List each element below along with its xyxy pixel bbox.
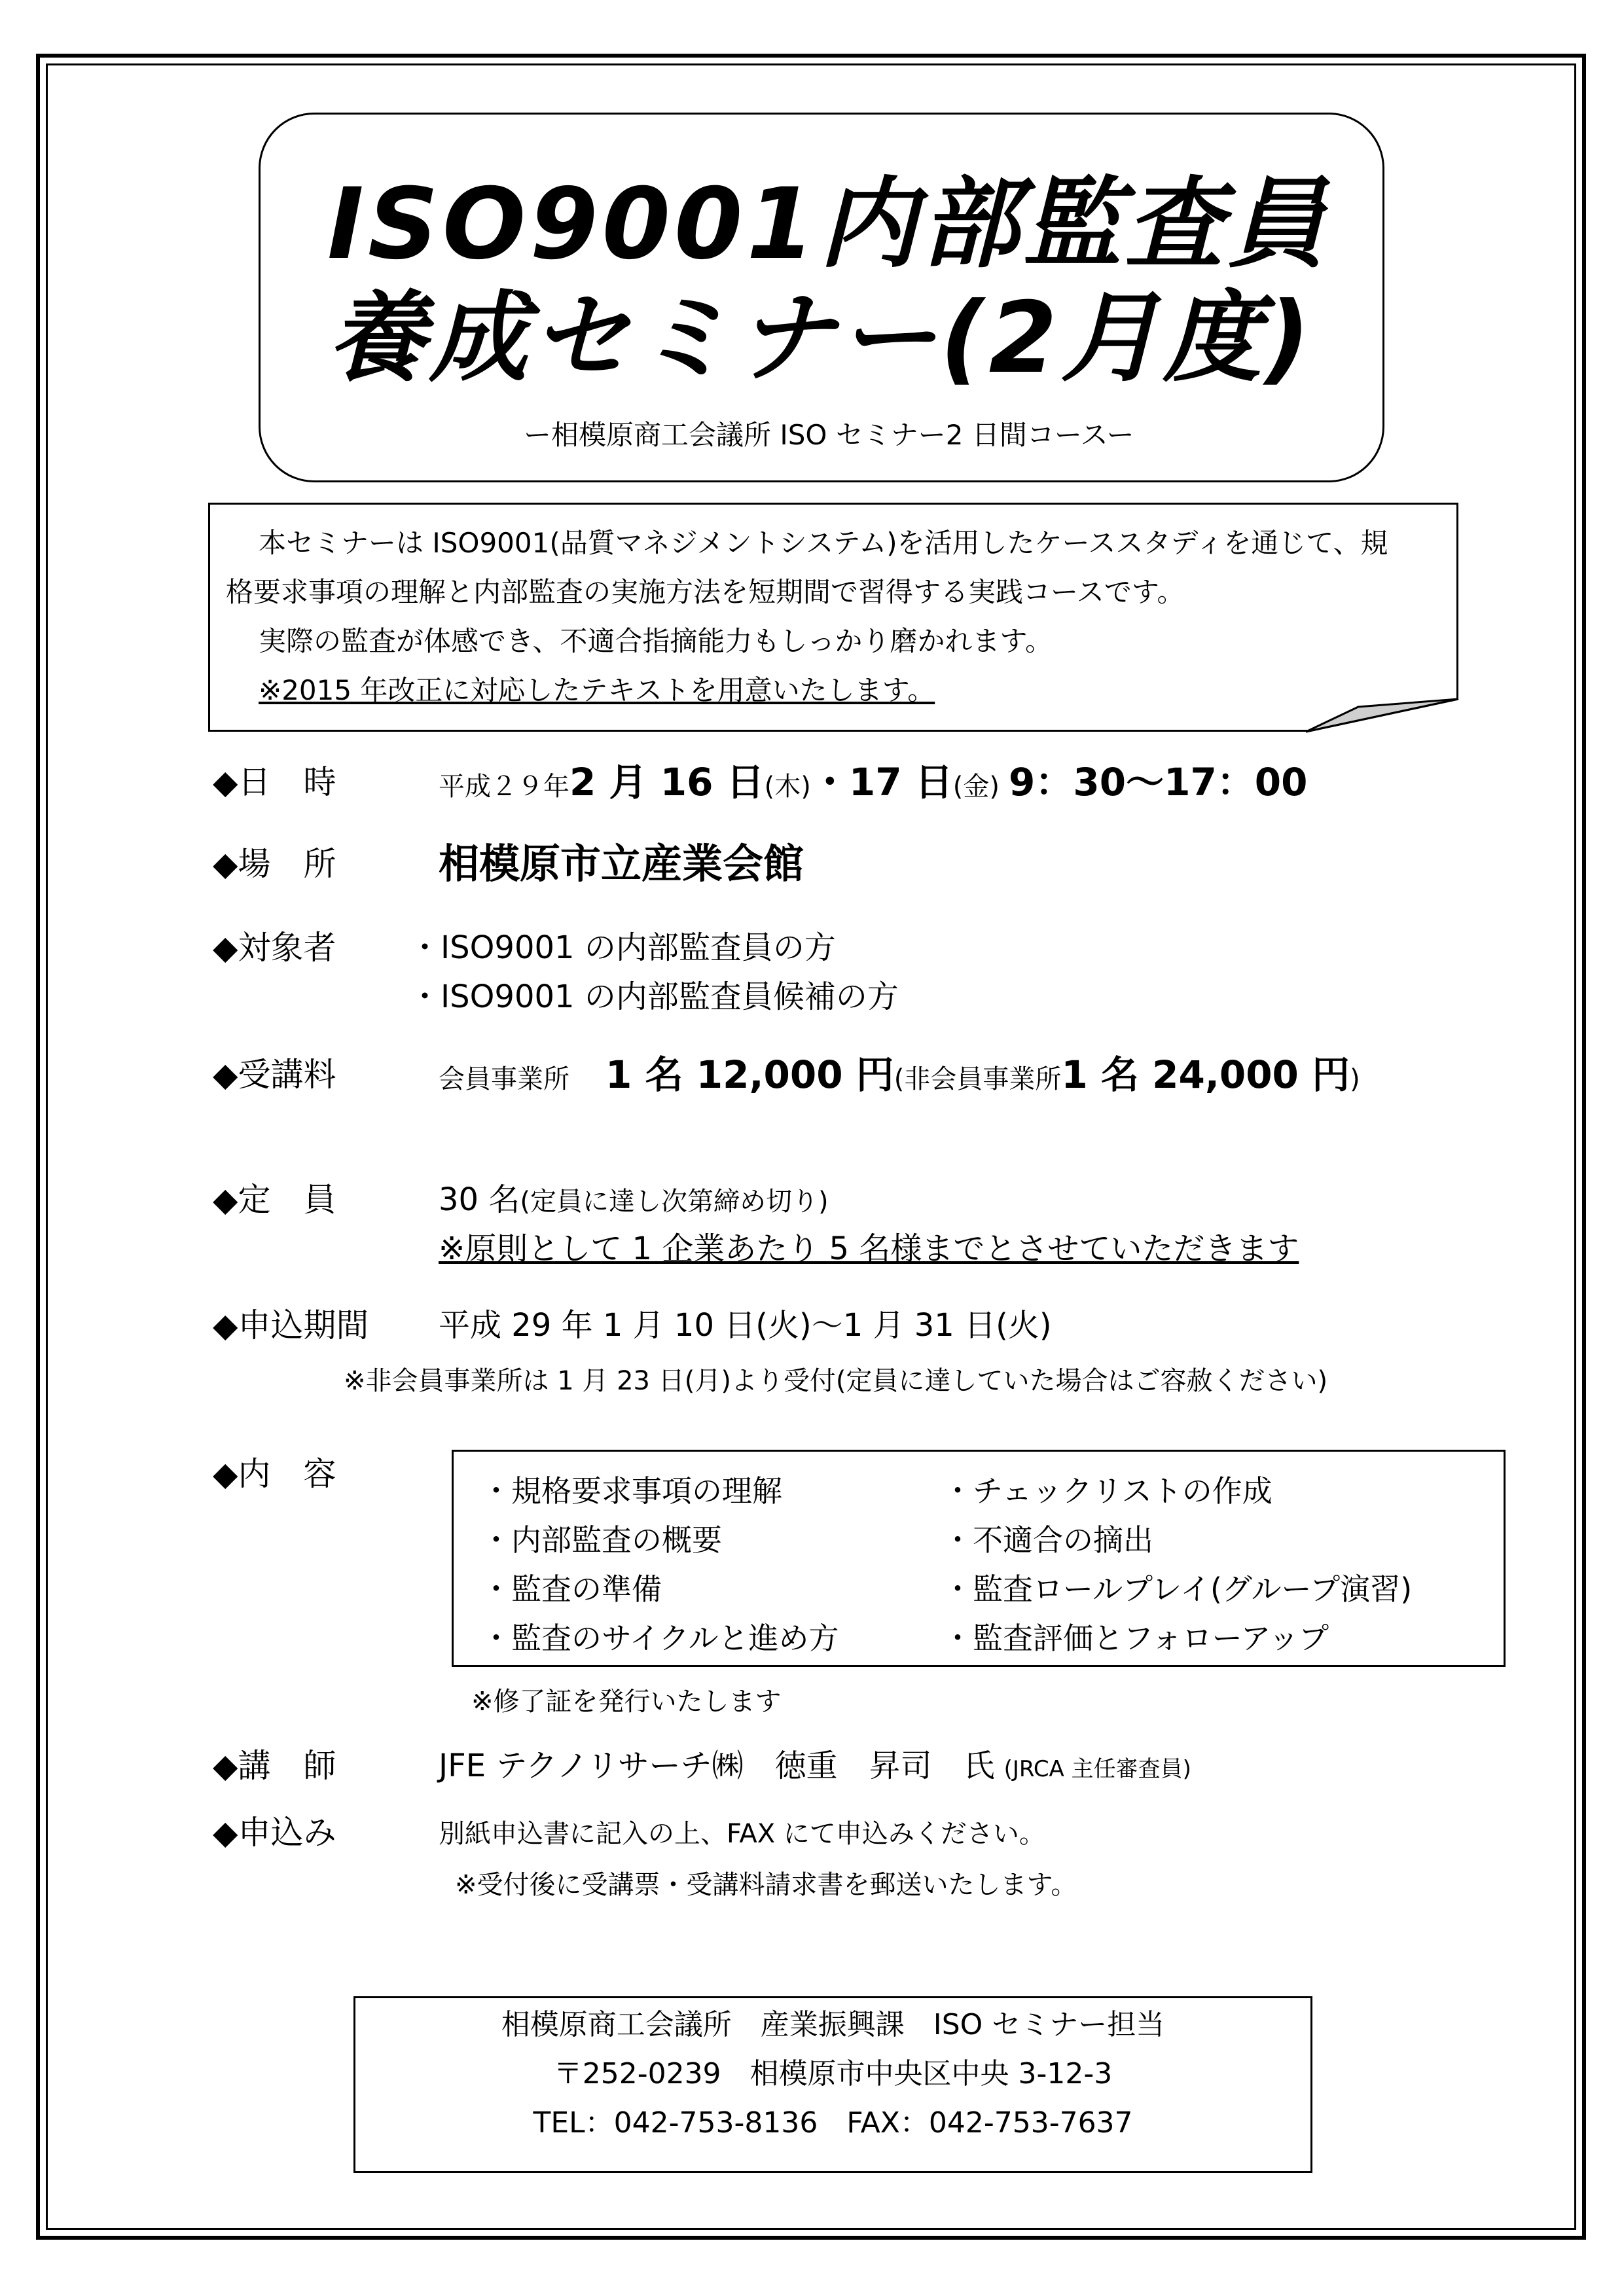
apply-label: ◆申込み [213,1814,336,1852]
fee-close-paren: ) [1350,1064,1360,1094]
content-left-2: ・内部監査の概要 [481,1522,722,1558]
contact-line-1: 相模原商工会議所 産業振興課 ISO セミナー担当 [501,2008,1165,2041]
apply-note: ※受付後に受講票・受講料請求書を郵送いたします。 [455,1870,1077,1900]
capacity-number: 30 名 [439,1181,520,1218]
capacity-note: (定員に達し次第締め切り) [520,1187,829,1217]
fee-nonmember-label: 非会員事業所 [904,1064,1062,1094]
schedule-date-2: 17 日 [848,760,953,804]
intro-line-3: 実際の監査が体感でき、不適合指摘能力もしっかり磨かれます。 [259,625,1053,657]
content-right-4: ・監査評価とフォローアップ [943,1621,1329,1656]
fee-open-paren: ( [893,1064,905,1094]
capacity-rule: ※原則として 1 企業あたり 5 名様までとさせていただきます [439,1230,1299,1267]
schedule-time: 9：30〜17：00 [1009,760,1308,804]
period-value: 平成 29 年 1 月 10 日(火)〜1 月 31 日(火) [439,1307,1052,1344]
target-item-1: ・ISO9001 の内部監査員の方 [409,929,836,966]
lecturer-value: JFE テクノリサーチ㈱ 徳重 昇司 氏 [439,1748,995,1784]
content-left-3: ・監査の準備 [481,1571,662,1607]
page-curl-decoration [1306,697,1460,734]
content-left-4: ・監査のサイクルと進め方 [481,1621,839,1656]
capacity-label: ◆定 員 [213,1181,336,1219]
fee-nonmember-price: 1 名 24,000 円 [1061,1052,1350,1097]
fee-member-price: 1 名 12,000 円 [605,1052,894,1097]
content-right-3: ・監査ロールプレイ(グループ演習) [943,1571,1413,1607]
venue-label: ◆場 所 [213,845,336,883]
lecturer-value-row [439,1746,1191,1793]
apply-value: 別紙申込書に記入の上、FAX にて申込みください。 [439,1819,1045,1849]
venue-value: 相模原市立産業会館 [439,840,804,888]
subtitle: ー相模原商工会議所 ISO セミナー2 日間コースー [524,419,1134,451]
target-item-2: ・ISO9001 の内部監査員候補の方 [409,978,899,1015]
lecturer-note: (JRCA 主任審査員) [1003,1756,1191,1782]
schedule-value [439,762,1308,812]
capacity-value [439,1180,829,1227]
fee-value [439,1052,1360,1104]
content-note: ※修了証を発行いたします [471,1687,782,1717]
target-label: ◆対象者 [213,929,336,967]
period-note: ※非会員事業所は 1 月 23 日(月)より受付(定員に達していた場合はご容赦ください) [344,1366,1328,1396]
schedule-era: 平成２９年 [439,772,569,802]
period-label: ◆申込期間 [213,1306,369,1344]
content-label: ◆内 容 [213,1455,336,1493]
intro-line-1: 本セミナーは ISO9001(品質マネジメントシステム)を活用したケーススタディを通じて、規 [259,527,1388,559]
page-title-line-1: ISO9001内部監査員 [327,168,1329,281]
intro-line-4: ※2015 年改正に対応したテキストを用意いたします。 [259,674,935,706]
schedule-dow-2: (金) [952,772,1000,802]
content-left-1: ・規格要求事項の理解 [481,1473,782,1509]
fee-label: ◆受講料 [213,1056,336,1094]
content-right-2: ・不適合の摘出 [943,1522,1153,1558]
schedule-sep: ・ [810,760,849,804]
lecturer-label: ◆講 師 [213,1747,336,1785]
contact-line-3: TEL：042-753-8136 FAX：042-753-7637 [533,2106,1133,2140]
fee-member-label: 会員事業所 [439,1064,569,1094]
schedule-dow-1: (木) [764,772,811,802]
intro-line-2: 格要求事項の理解と内部監査の実施方法を短期間で習得する実践コースです。 [226,576,1185,608]
schedule-date-1: 2 月 16 日 [569,760,765,804]
contact-line-2: 〒252-0239 相模原市中央区中央 3-12-3 [553,2057,1113,2090]
page-title-line-2: 養成セミナー(2月度) [327,281,1314,395]
content-right-1: ・チェックリストの作成 [943,1473,1272,1509]
schedule-label: ◆日 時 [213,763,336,801]
